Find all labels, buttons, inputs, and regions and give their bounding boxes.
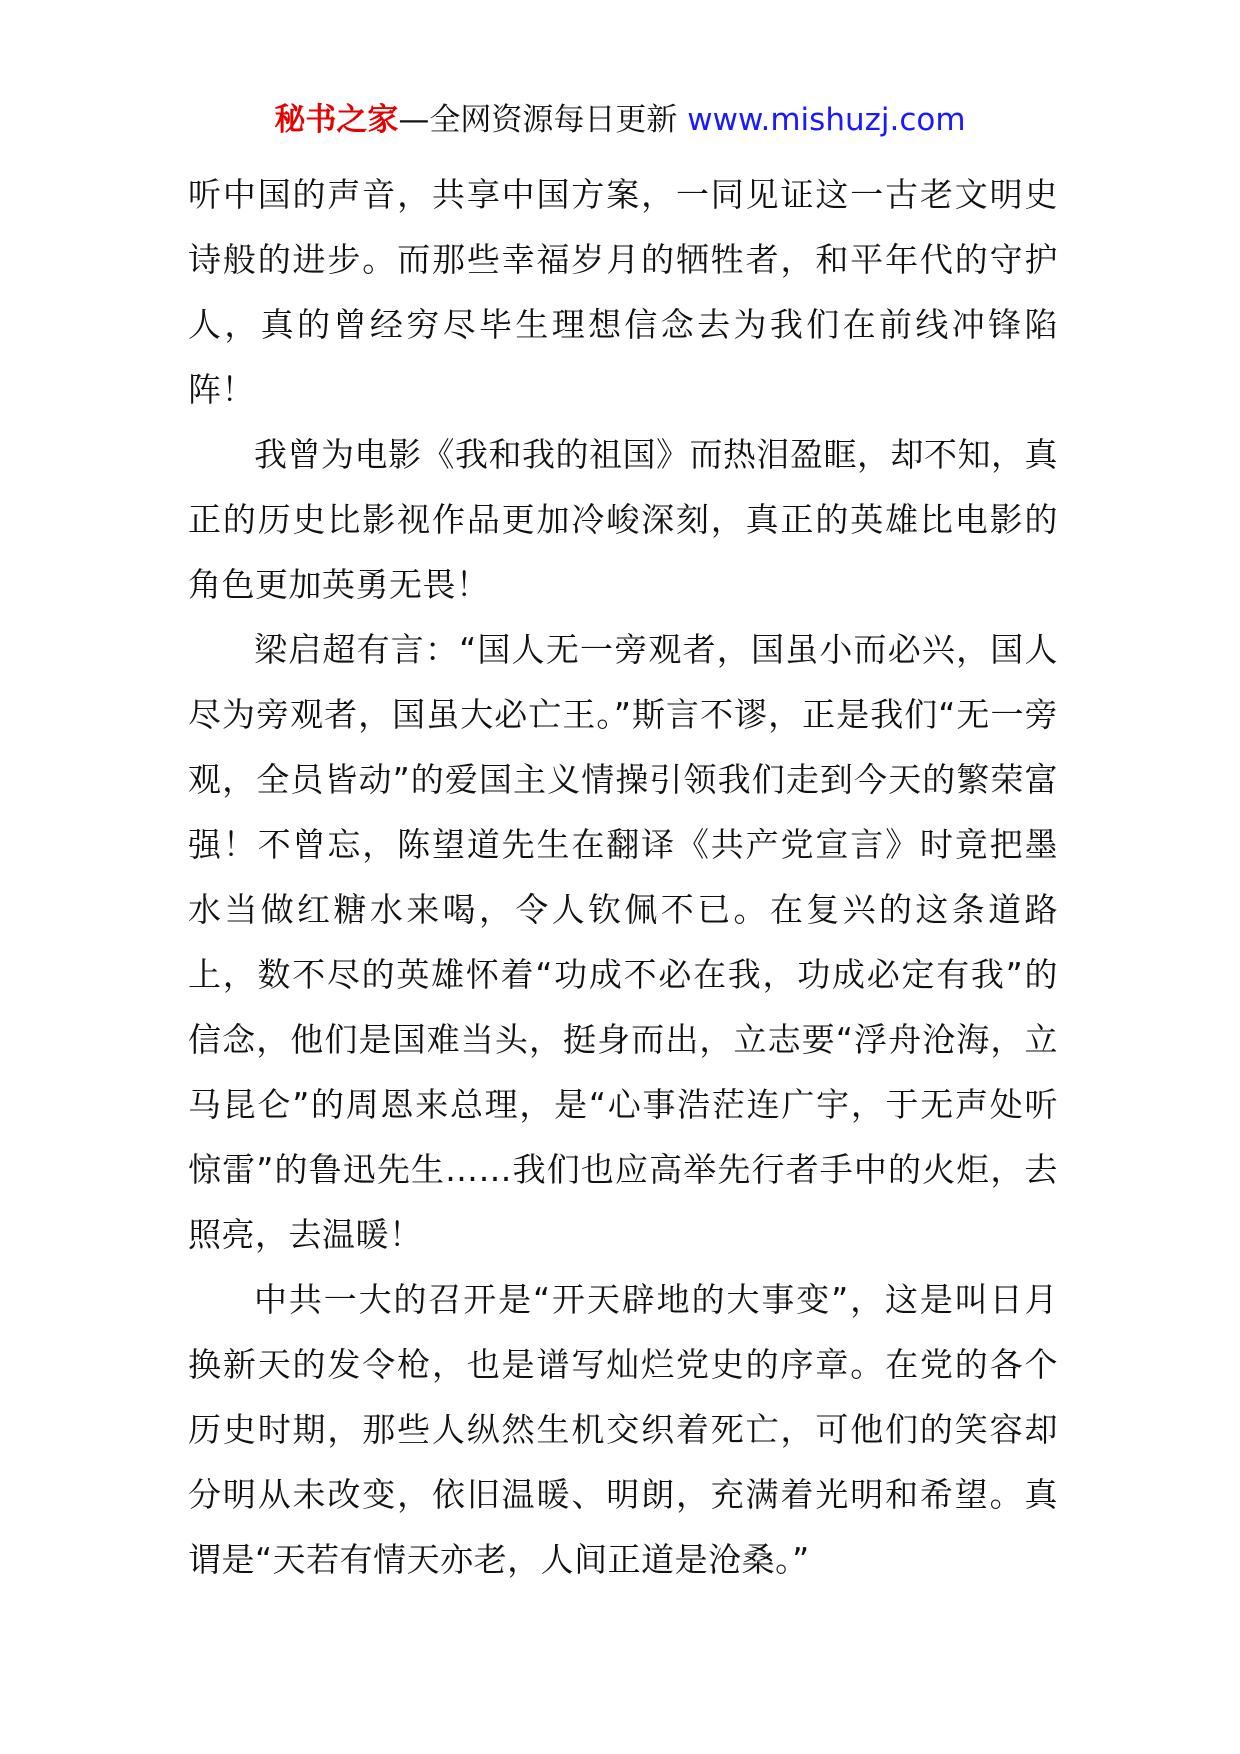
header-tagline: —全网资源每日更新 — [398, 102, 688, 138]
paragraph-3: 梁启超有言：“国人无一旁观者，国虽小而必兴，国人尽为旁观者，国虽大必亡王。”斯言不谬，正是我们“无一旁观，全员皆动”的爱国主义情操引领我们走到今天的繁荣富强！不曾忘，陈望道先生在翻译《共产党宣言》时竟把墨水当做红糖水来喝，令人钦佩不已。在复兴的这条道路上，数不尽的英雄怀着“功成不必在我，功成必定有我”的信念，他们是国难当头，挺身而出，立志要“浮舟沧海，立马昆仑”的周恩来总理，是“心事浩茫连广宇，于无声处听惊雷”的鲁迅先生……我们也应高举先行者手中的火炬，去照亮，去温暖！ — [188, 630, 1058, 1254]
document-body — [188, 162, 1058, 1592]
paragraph-4: 中共一大的召开是“开天辟地的大事变”，这是叫日月换新天的发令枪，也是谱写灿烂党史的序章。在党的各个历史时期，那些人纵然生机交织着死亡，可他们的笑容却分明从未改变，依旧温暖、明朗，充满着光明和希望。真谓是“天若有情天亦老，人间正道是沧桑。” — [188, 1280, 1058, 1579]
paragraph-1: 听中国的声音，共享中国方案，一同见证这一古老文明史诗般的进步。而那些幸福岁月的牺牲者，和平年代的守护人，真的曾经穷尽毕生理想信念去为我们在前线冲锋陷阵！ — [188, 175, 1058, 409]
header-brand: 秘书之家 — [274, 102, 399, 138]
page-header — [0, 100, 1240, 140]
paragraph-2: 我曾为电影《我和我的祖国》而热泪盈眶，却不知，真正的历史比影视作品更加冷峻深刻，真正的英雄比电影的角色更加英勇无畏！ — [188, 435, 1058, 604]
header-site-url[interactable]: www.mishuzj.com — [687, 102, 966, 138]
